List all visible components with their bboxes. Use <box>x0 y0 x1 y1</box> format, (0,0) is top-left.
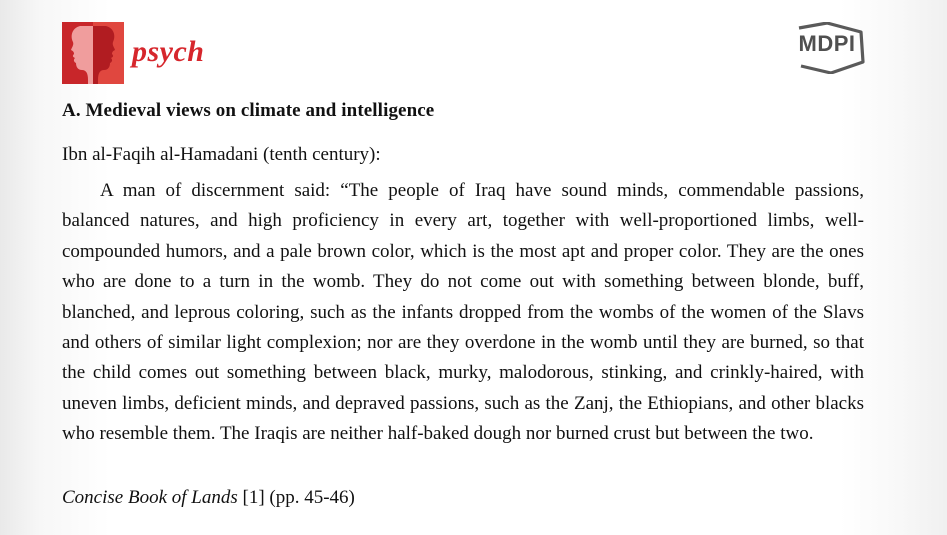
author-line: Ibn al-Faqih al-Hamadani (tenth century): <box>62 144 381 165</box>
psych-face-icon <box>62 22 124 84</box>
journal-name: psych <box>132 35 205 68</box>
publisher-name: MDPI <box>798 31 856 56</box>
citation-reference: [1] (pp. 45-46) <box>242 487 355 508</box>
publisher-logo <box>791 22 867 74</box>
journal-logo <box>62 20 205 86</box>
citation <box>62 487 355 509</box>
citation-title: Concise Book of Lands <box>62 487 238 508</box>
block-quote: A man of discernment said: “The people of Iraq have sound minds, commendable passions, balanced natures, and high proficiency in every art, together with well-proportioned limbs, well-compounded humors, and a pale brown color, which is the most apt and proper color. They are the ones who are done to a turn in the womb. They do not come out with something between blonde, buff, blanched, and leprous coloring, such as the infants dropped from the wombs of the women of the Slavs and others of similar light complexion; nor are they overdone in the womb until they are burned, so that the child comes out something between black, murky, malodorous, stinking, and crinkly-haired, with uneven limbs, deficient minds, and depraved passions, such as the Zanj, the Ethiopians, and other blacks who resemble them. The Iraqis are neither half-baked dough nor burned crust but between the two. <box>62 180 864 445</box>
section-heading: A. Medieval views on climate and intelligence <box>62 100 435 121</box>
